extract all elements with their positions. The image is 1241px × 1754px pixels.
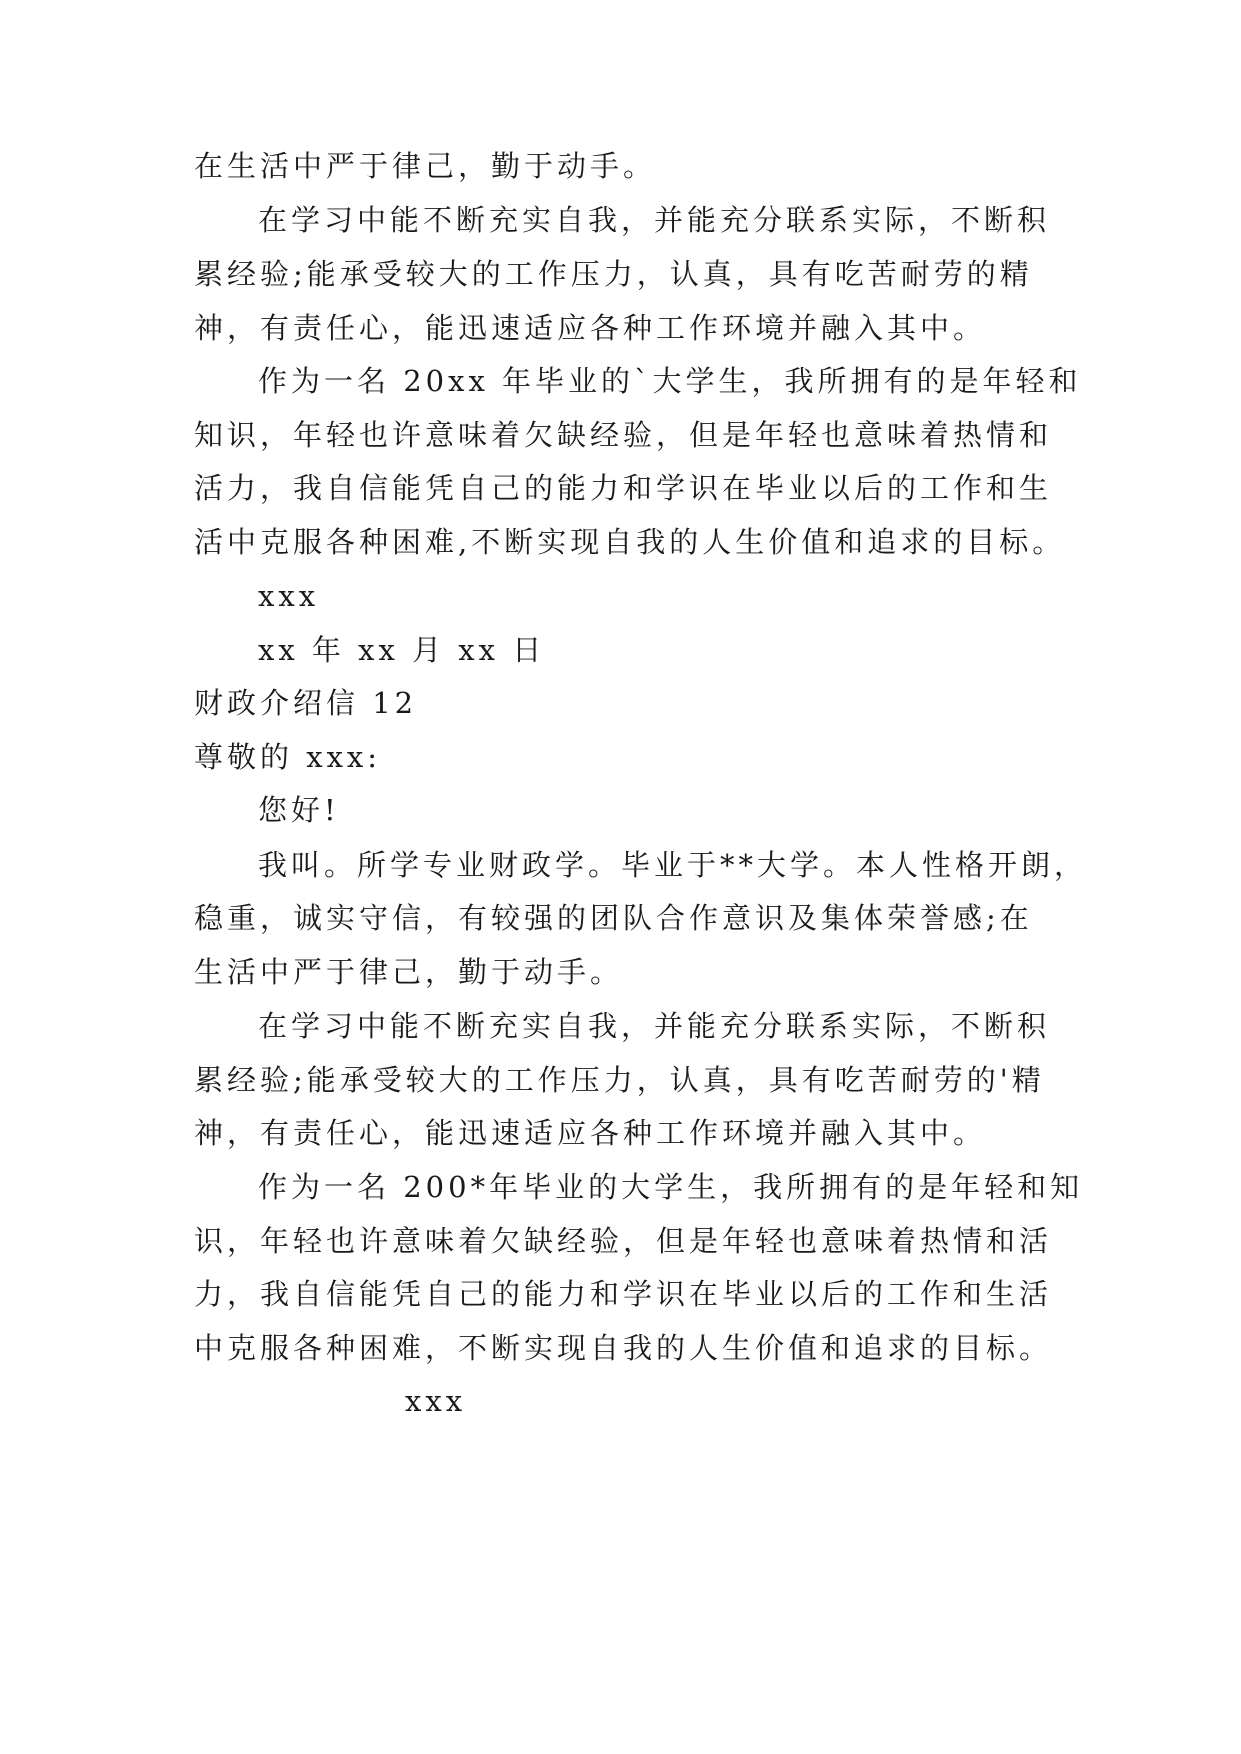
- text-line: 我叫。所学专业财政学。毕业于**大学。本人性格开朗，: [258, 848, 1088, 882]
- text-line: 活力，我自信能凭自己的能力和学识在毕业以后的工作和生: [194, 471, 1053, 505]
- text-line: 生活中严于律己，勤于动手。: [194, 955, 624, 989]
- text-line: 力，我自信能凭自己的能力和学识在毕业以后的工作和生活: [194, 1277, 1053, 1311]
- text-line: 作为一名 200*年毕业的大学生，我所拥有的是年轻和知: [258, 1170, 1084, 1204]
- signature-name: xxx: [258, 579, 320, 613]
- text-line: 知识，年轻也许意味着欠缺经验，但是年轻也意味着热情和: [194, 418, 1053, 452]
- text-line: 识，年轻也许意味着欠缺经验，但是年轻也意味着热情和活: [194, 1224, 1053, 1258]
- text-line: 活中克服各种困难,不断实现自我的人生价值和追求的目标。: [194, 525, 1066, 559]
- section-heading: 财政介绍信 12: [194, 686, 418, 720]
- text-line: 神，有责任心，能迅速适应各种工作环境并融入其中。: [194, 311, 987, 345]
- text-line: 稳重，诚实守信，有较强的团队合作意识及集体荣誉感;在: [194, 901, 1033, 935]
- text-line: 中克服各种困难，不断实现自我的人生价值和追求的目标。: [194, 1331, 1053, 1365]
- text-line: 累经验;能承受较大的工作压力，认真，具有吃苦耐劳的精: [194, 257, 1033, 291]
- text-line: 作为一名 20xx 年毕业的`大学生，我所拥有的是年轻和: [258, 364, 1082, 398]
- text-line: 在学习中能不断充实自我，并能充分联系实际，不断积: [258, 1009, 1051, 1043]
- text-line: 在生活中严于律己，勤于动手。: [194, 149, 657, 183]
- text-line: 在学习中能不断充实自我，并能充分联系实际，不断积: [258, 203, 1051, 237]
- text-line: 累经验;能承受较大的工作压力，认真，具有吃苦耐劳的'精: [194, 1063, 1045, 1097]
- salutation: 尊敬的 xxx:: [194, 740, 382, 774]
- text-line: 神，有责任心，能迅速适应各种工作环境并融入其中。: [194, 1116, 987, 1150]
- signature-date: xx 年 xx 月 xx 日: [258, 633, 546, 667]
- greeting: 您好!: [258, 793, 340, 827]
- signature-name: xxx: [405, 1384, 467, 1418]
